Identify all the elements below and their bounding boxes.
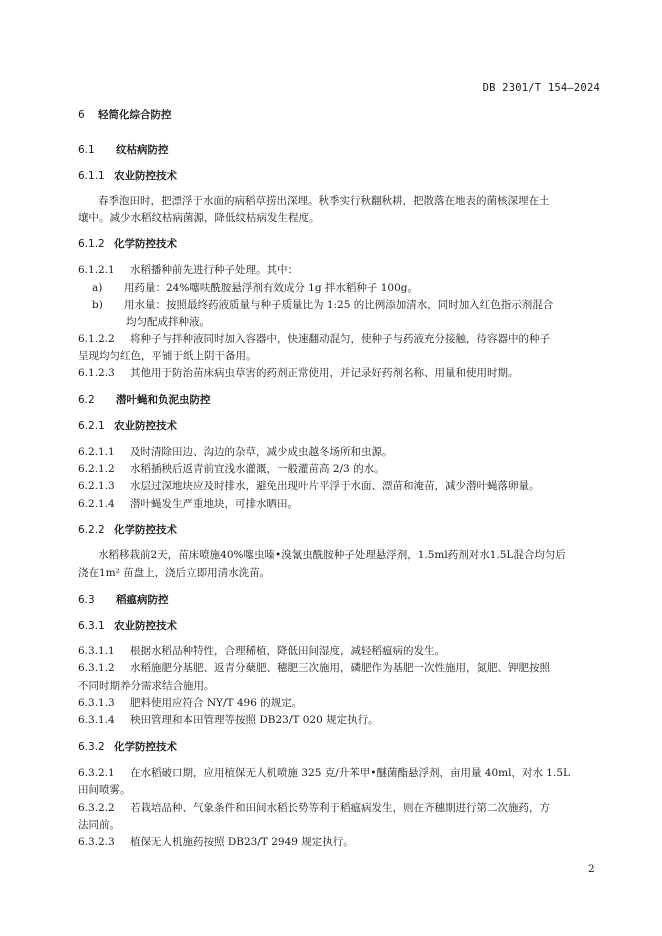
paragraph-line: 春季泡田时，把漂浮于水面的病稻草捞出深埋。秋季实行秋翻秋耕，把散落在地表的菌核深埋在土: [98, 195, 550, 207]
clause-number: 6.3.2.2: [78, 802, 115, 814]
section-title: 农业防控技术: [114, 620, 177, 632]
clause-6-2-1-1: [78, 445, 393, 460]
clause-continuation: 法同前。: [78, 819, 120, 831]
clause-text: 秧田管理和本田管理等按照 DB23/T 020 规定执行。: [130, 714, 379, 726]
section-title: 潜叶蝇和负泥虫防控: [116, 394, 211, 406]
list-item-text: 用水量：按照最终药液质量与种子质量比为 1:25 的比例添加清水，同时加入红色指示剂混合: [124, 299, 554, 311]
clause-text: 肥料使用应符合 NY/T 496 的规定。: [130, 697, 303, 709]
clause-number: 6.3.1.3: [78, 697, 115, 709]
section-number: 6.2.1: [78, 420, 105, 432]
clause-number: 6.3.1.1: [78, 645, 115, 657]
clause-text: 将种子与拌种液同时加入容器中，快速翻动混匀，使种子与药液充分接触，待容器中的种子: [130, 333, 550, 345]
clause-6-2-1-3: [78, 479, 540, 494]
clause-text: 水稻插秧后返青前宜浅水灌溉，一般灌苗高 2/3 的水。: [130, 463, 385, 475]
clause-number: 6.3.1.4: [78, 714, 115, 726]
section-title: 化学防控技术: [114, 238, 177, 250]
clause-text: 若栽培品种、气象条件和田间水稻长势等利于稻瘟病发生，则在齐穗期进行第二次施药，方: [130, 802, 550, 814]
list-item-continuation: 均匀配成拌种液。: [126, 316, 210, 328]
section-6-2-1-heading: [78, 419, 177, 434]
clause-text: 水层过深地块应及时排水，避免出现叶片平浮于水面、漂苗和淹苗，减少潜叶蝇落卵量。: [130, 480, 540, 492]
page-number: 2: [588, 863, 595, 875]
section-title: 化学防控技术: [114, 524, 177, 536]
clause-6-3-1-2: [78, 661, 550, 676]
paragraph-line: 壤中。减少水稻纹枯病菌源，降低纹枯病发生程度。: [78, 212, 320, 224]
clause-6-3-2-2: [78, 801, 550, 816]
clause-6-3-1-1: [78, 644, 445, 659]
section-6-3-1-heading: [78, 619, 177, 634]
clause-6-1-2-3: [78, 366, 519, 381]
clause-6-3-2-3: [78, 835, 354, 850]
clause-text: 及时清除田边、沟边的杂草，减少成虫越冬场所和虫源。: [130, 446, 393, 458]
paragraph-line: 浇在1m² 苗盘上，浇后立即用清水洗苗。: [78, 567, 271, 579]
clause-number: 6.1.2.3: [78, 367, 115, 379]
clause-6-1-2-2: [78, 332, 550, 347]
list-marker: a): [92, 282, 103, 294]
list-item-a: [92, 280, 418, 295]
paragraph-line: 水稻移栽前2天，苗床喷施40%噻虫嗪•溴氰虫酰胺种子处理悬浮剂，1.5ml药剂对水1.5L混合均匀后: [98, 549, 566, 561]
section-number: 6.1: [78, 144, 95, 156]
section-number: 6.3.2: [78, 741, 105, 753]
section-6-2-heading: [78, 393, 211, 408]
list-item-text: 用药量：24%噻呋酰胺悬浮剂有效成分 1g 拌水稻种子 100g。: [124, 282, 419, 294]
section-6-3-2-heading: [78, 740, 177, 755]
section-6-2-2-heading: [78, 523, 177, 538]
clause-continuation: 田间喷雾。: [78, 784, 131, 796]
clause-number: 6.2.1.2: [78, 463, 115, 475]
clause-text: 其他用于防治苗床病虫草害的药剂正常使用，并记录好药剂名称、用量和使用时期。: [130, 367, 519, 379]
clause-6-2-1-4: [78, 497, 298, 512]
clause-6-3-1-4: [78, 713, 379, 728]
list-marker: b): [92, 299, 103, 311]
section-6-1-heading: [78, 143, 169, 158]
clause-number: 6.1.2.2: [78, 333, 115, 345]
section-title: 农业防控技术: [114, 420, 177, 432]
section-title: 化学防控技术: [114, 741, 177, 753]
section-title: 稻瘟病防控: [116, 594, 169, 606]
clause-text: 植保无人机施药按照 DB23/T 2949 规定执行。: [130, 836, 354, 848]
clause-continuation: 呈现均匀红色，平铺于纸上阴干备用。: [78, 350, 257, 362]
clause-number: 6.3.2.1: [78, 767, 115, 779]
clause-text: 水稻播种前先进行种子处理。其中：: [130, 264, 298, 276]
clause-text: 水稻施肥分基肥、返青分蘖肥、穗肥三次施用，磷肥作为基肥一次性施用，氮肥、钾肥按照: [130, 662, 550, 674]
section-number: 6: [78, 109, 85, 121]
section-number: 6.1.2: [78, 238, 105, 250]
clause-number: 6.2.1.1: [78, 446, 115, 458]
section-title: 轻简化综合防控: [98, 109, 172, 121]
section-6-1-1-heading: [78, 169, 177, 184]
clause-6-1-2-1: [78, 263, 298, 278]
clause-text: 根据水稻品种特性，合理稀植，降低田间湿度，减轻稻瘟病的发生。: [130, 645, 445, 657]
section-title: 农业防控技术: [114, 170, 177, 182]
list-item-b: [92, 297, 553, 312]
clause-number: 6.1.2.1: [78, 264, 115, 276]
clause-number: 6.2.1.4: [78, 498, 115, 510]
section-number: 6.2: [78, 394, 95, 406]
section-number: 6.2.2: [78, 524, 105, 536]
section-number: 6.1.1: [78, 170, 105, 182]
clause-number: 6.3.2.3: [78, 836, 115, 848]
clause-text: 潜叶蝇发生严重地块，可排水晒田。: [130, 498, 298, 510]
section-number: 6.3.1: [78, 620, 105, 632]
clause-number: 6.2.1.3: [78, 480, 115, 492]
clause-number: 6.3.1.2: [78, 662, 115, 674]
section-6-3-heading: [78, 593, 169, 608]
document-id-header: DB 2301/T 154—2024: [482, 82, 600, 94]
clause-6-3-1-3: [78, 696, 302, 711]
section-title: 纹枯病防控: [116, 144, 169, 156]
section-number: 6.3: [78, 594, 95, 606]
clause-6-3-2-1: [78, 766, 570, 781]
section-6-heading: [78, 108, 172, 123]
section-6-1-2-heading: [78, 237, 177, 252]
clause-6-2-1-2: [78, 462, 385, 477]
clause-continuation: 不同时期养分需求结合施用。: [78, 680, 215, 692]
clause-text: 在水稻破口期，应用植保无人机喷施 325 克/升苯甲•醚菌酯悬浮剂，亩用量 40ml，对水 1.5L: [130, 767, 570, 779]
